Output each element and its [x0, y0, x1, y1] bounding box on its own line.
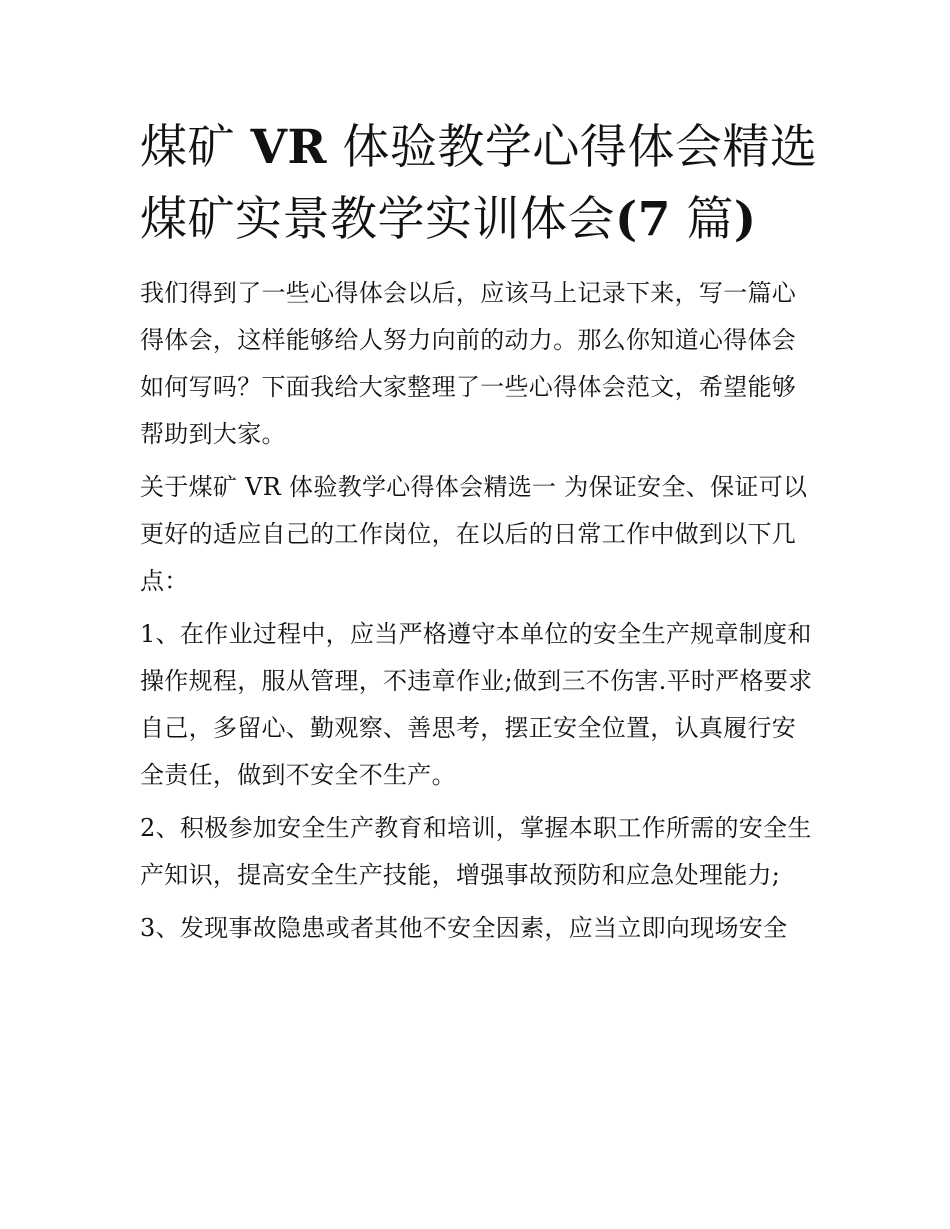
document-body — [140, 112, 820, 958]
document-title: 煤矿 VR 体验教学心得体会精选 煤矿实景教学实训体会(7 篇) — [140, 120, 818, 247]
list-item-2: 2、积极参加安全生产教育和培训，掌握本职工作所需的安全生产知识，提高安全生产技能，增强事故预防和应急处理能力; — [140, 814, 812, 889]
section-intro-paragraph: 关于煤矿 VR 体验教学心得体会精选一 为保证安全、保证可以更好的适应自己的工作岗位，在以后的日常工作中做到以下几点： — [140, 473, 808, 595]
list-item-3: 3、发现事故隐患或者其他不安全因素，应当立即向现场安全 — [140, 914, 788, 942]
intro-paragraph: 我们得到了一些心得体会以后，应该马上记录下来，写一篇心得体会，这样能够给人努力向前的动力。那么你知道心得体会如何写吗？下面我给大家整理了一些心得体会范文，希望能够帮助到大家。 — [140, 279, 797, 448]
list-item-1: 1、在作业过程中，应当严格遵守本单位的安全生产规章制度和操作规程，服从管理，不违章作业;做到三不伤害.平时严格要求自己，多留心、勤观察、善思考，摆正安全位置，认真履行安全责任，做到不安全不生产。 — [140, 620, 813, 789]
